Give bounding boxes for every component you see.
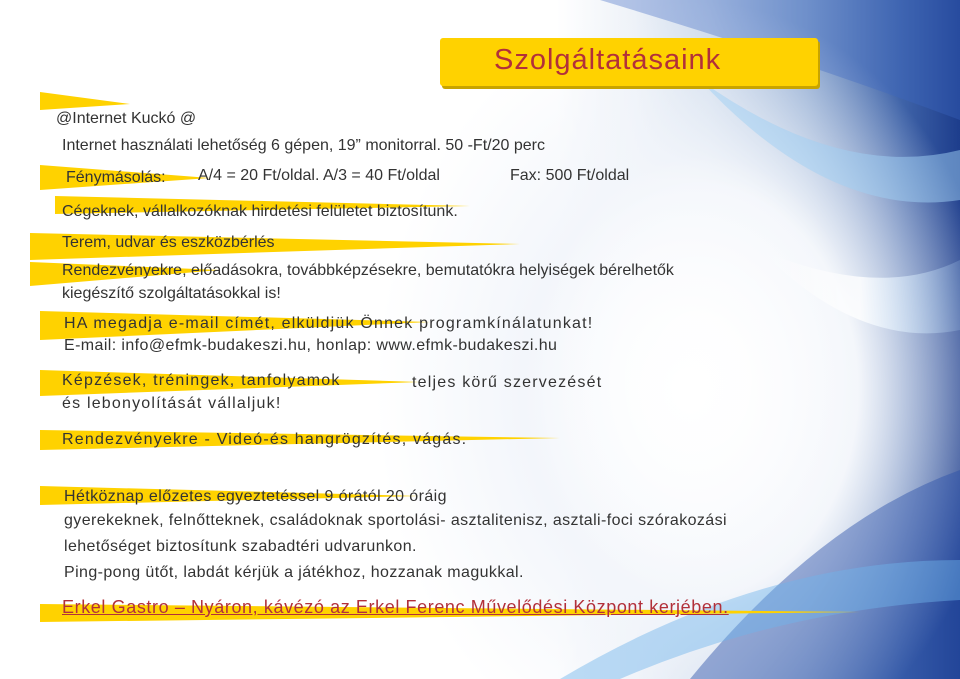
contact-text: E-mail: info@efmk-budakeszi.hu, honlap: www.efmk-budakeszi.hu [64, 337, 558, 354]
erkel-gastro-text: Erkel Gastro – Nyáron, kávézó az Erkel Ferenc Művelődési Központ kerjében. [62, 597, 729, 617]
fax-price: Fax: 500 Ft/oldal [510, 167, 630, 184]
trainings-text-1b: teljes körű szervezését [412, 374, 603, 391]
page-title: Szolgáltatásaink [494, 44, 722, 76]
sports-text-1: gyerekeknek, felnőtteknek, családoknak sportolási- asztalitenisz, asztali-foci szórakozási [64, 512, 727, 529]
companies-text: Cégeknek, vállalkozóknak hirdetési felületet biztosítunk. [62, 203, 458, 220]
copy-label: Fénymásolás: [66, 169, 166, 186]
rental-text-1: Rendezvényekre, előadásokra, továbbképzésekre, bemutatókra helyiségek bérelhetők [62, 262, 674, 279]
sports-text-2: lehetőséget biztosítunk szabadtéri udvarunkon. [64, 538, 417, 555]
email-offer-text: HA megadja e-mail címét, elküldjük Önnek programkínálatunkat! [64, 315, 594, 332]
rental-heading: Terem, udvar és eszközbérlés [62, 234, 275, 251]
trainings-text-1a: Képzések, tréningek, tanfolyamok [62, 372, 341, 389]
weekdays-text: Hétköznap előzetes egyeztetéssel 9 órától 20 óráig [64, 488, 447, 505]
rental-text-2: kiegészítő szolgáltatásokkal is! [62, 285, 281, 302]
trainings-text-2: és lebonyolítását vállaljuk! [62, 395, 282, 412]
events-text: Rendezvényekre - Videó-és hangrögzítés, vágás. [62, 431, 468, 448]
copy-prices: A/4 = 20 Ft/oldal. A/3 = 40 Ft/oldal [198, 167, 440, 184]
internet-usage-text: Internet használati lehetőség 6 gépen, 19” monitorral. 50 -Ft/20 perc [62, 137, 545, 154]
internet-heading: @Internet Kuckó @ [56, 110, 197, 127]
pingpong-text: Ping-pong ütőt, labdát kérjük a játékhoz, hozzanak magukkal. [64, 564, 524, 581]
